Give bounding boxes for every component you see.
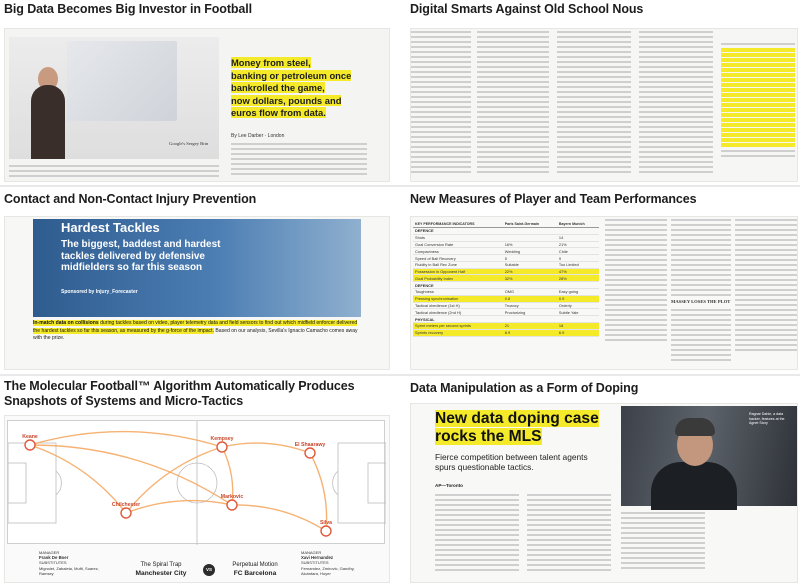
kpi-cell: Compactness [413,248,503,255]
column-text-1 [605,219,667,344]
column-text-3 [621,512,705,572]
kpi-row [413,268,599,275]
manager-label: MANAGER [39,550,60,555]
body-text-block [231,143,367,178]
quote-line: banking or petroleum once [231,69,352,81]
player-dot [25,440,35,450]
kpi-row [413,248,599,255]
kpi-cell: 6.9 [557,329,599,336]
kpi-cell: 28% [557,275,599,282]
highlighted-passage [721,43,795,160]
kpi-cell: 18 [557,322,599,329]
team-name: Manchester City [135,569,187,577]
panel-molecular-football[interactable] [4,379,390,583]
deck: Fierce competition between talent agents spurs questionable tactics. [435,452,588,472]
panel-title: Contact and Non-Contact Injury Prevention [4,192,257,206]
headline-block [435,410,617,446]
column-text-2b [671,309,731,364]
panel-title: Data Manipulation as a Form of Doping [410,381,639,395]
column-text-3 [557,31,631,176]
kpi-cell: 21 [503,322,557,329]
match-summary [7,548,385,583]
kpi-cell: Shots [413,234,503,241]
stage-screen [67,41,177,121]
speaker-body [31,85,65,159]
panel-big-data-investor[interactable] [4,0,390,183]
portrait-photo [621,406,797,506]
subhead: MASSEY LOSES THE PLOT [671,299,731,304]
kpi-cell: 47% [557,268,599,275]
kpi-cell: 0.8 [503,295,557,302]
kpi-cell: Possession in Opponent Half [413,268,503,275]
kpi-cell: Subtle Yale [557,309,599,316]
portrait-hair [675,418,715,436]
team-tagline: Perpetual Motion [232,562,278,568]
panel-title: Digital Smarts Against Old School Nous [410,2,644,16]
column-text-4 [639,31,713,176]
kpi-cell [503,234,557,241]
kpi-cell: 5 [503,255,557,262]
kpi-cell: Goal Probability Index [413,275,503,282]
panel-data-doping[interactable] [410,379,798,583]
column-text-2 [671,219,731,299]
manager-name: Xavi Hernandez [301,555,334,561]
kpi-row [413,322,599,329]
pitch-diagram [8,421,386,545]
kpi-header: Bayern Munich [557,221,599,228]
dateline: AP—Toronto [435,483,463,488]
kpi-cell: 22% [503,268,557,275]
caption-highlight: In-match data on collisions [33,320,99,326]
kpi-cell [557,228,599,235]
portrait-body [651,462,737,510]
subs-list: Mignolet, Zabaleta, Mufti, Suarez, Ramsey [39,565,99,576]
article-thumbnail [410,216,798,370]
quote-line: bankrolled the game, [231,82,325,94]
manager-name: Frank De Boer [39,555,69,561]
banner-title: Hardest Tackles [61,220,160,235]
subs-label: SUBSTITUTES [301,560,329,566]
player-name: Kempsey [210,436,234,442]
player-marker[interactable] [221,494,244,510]
vs-badge: VS [203,564,215,576]
photo-caption: Google's Sergey Brin [169,141,209,146]
kpi-cell: Orderly [557,302,599,309]
kpi-cell: Tactical obedience (1st H) [413,302,503,309]
kpi-cell [557,316,599,323]
kpi-row [413,295,599,302]
sponsor-line: Sponsored by Injury_Forecaster [61,289,138,295]
player-name: Keane [22,434,38,440]
kpi-cell: Chile [557,248,599,255]
row-divider [0,185,800,187]
panel-title: Big Data Becomes Big Investor in Football [4,2,253,16]
kpi-row [413,309,599,316]
kpi-section-row [413,282,599,289]
left-team [125,562,197,578]
kpi-cell: OMG [503,289,557,296]
quote-line: Money from steel, [231,57,311,68]
kpi-cell [557,282,599,289]
kpi-section-row [413,228,599,235]
left-team-staff [39,550,103,576]
player-marker[interactable] [320,520,332,536]
kpi-section-row [413,316,599,323]
kpi-cell: Toughness [413,289,503,296]
kpi-cell: Speed of Ball Recovery [413,255,503,262]
manager-label: MANAGER [301,550,322,555]
kpi-cell: Sprints recovery [413,329,503,336]
player-dot [227,500,237,510]
player-name: Chilchester [111,502,141,508]
kpi-cell [503,316,557,323]
article-thumbnail [410,28,798,182]
kpi-cell: Suitable [503,261,557,268]
kpi-cell: DEFENCE [413,282,503,289]
movement-arrow [232,505,326,531]
headline: New data doping case rocks the MLS [435,410,599,445]
quote-line: now dollars, pounds and [231,94,342,106]
movement-arrow [126,501,232,513]
kpi-cell: 0.9 [557,295,599,302]
kpi-cell: 16% [503,241,557,248]
speaker-photo [9,37,219,159]
hardest-tackles-banner [33,219,361,317]
team-tagline: The Spiral Trap [140,562,182,568]
kpi-row [413,275,599,282]
kpi-header: KEY PERFORMANCE INDICATORS [413,221,503,228]
kpi-cell [503,228,557,235]
column-text-2 [477,31,549,176]
panel-title: New Measures of Player and Team Performances [410,192,697,206]
player-dot [217,442,227,452]
row-divider [0,374,800,376]
column-text-1 [435,494,519,574]
article-thumbnail [4,216,390,370]
caption-highlight-body: during tackles based on video, player telemetry data and field sensors to find out which midfield enforcer delivered the hardest tackles so far this season, as measured by the g-force of the impact. [33,320,358,334]
kpi-cell: Too Limited [557,261,599,268]
kpi-cell: Goal Conversion Rate [413,241,503,248]
kpi-cell: Truancy [503,302,557,309]
column-text-1 [411,31,471,176]
caption [33,320,365,343]
kpi-row [413,255,599,262]
kpi-row [413,329,599,336]
kpi-header: Paris Saint-Germain [503,221,557,228]
player-dot [121,508,131,518]
subs-list: Fernandez, Zmirovic, Gandhy, Alcántara, Hoyer [301,565,355,576]
photo-caption: Ragnar Dahle, a data hacker, features at the Agnet Story [749,412,785,426]
kpi-row [413,241,599,248]
article-thumbnail [4,415,390,583]
player-name: Markovic [220,494,244,500]
kpi-cell [503,282,557,289]
player-name: Silva [319,520,333,526]
article-thumbnail [4,28,390,182]
pull-quote [231,57,353,120]
kpi-cell: Proctorizing [503,309,557,316]
kpi-cell: PHYSICAL [413,316,503,323]
kpi-cell: Tactical obedience (2nd H) [413,309,503,316]
kpi-cell: Fluidity in Ball Rec Zone [413,261,503,268]
subs-label: SUBSTITUTES [39,560,67,566]
byline: By Lee Darber · London [231,133,285,139]
player-dot [321,526,331,536]
right-team-staff [301,550,367,576]
body-text-block [9,165,219,180]
kpi-cell: Sprint meters per second sprints [413,322,503,329]
movement-arrows [30,432,327,531]
kpi-table [413,221,599,337]
team-name: FC Barcelona [233,569,277,577]
kpi-cell: 14 [557,234,599,241]
panel-title: The Molecular Football™ Algorithm Automatically Produces Snapshots of Systems and Micro-Tactics [4,379,355,408]
right-team [219,562,291,578]
kpi-cell: Wedding [503,248,557,255]
quote-line: euros flow from data. [231,107,326,119]
kpi-cell: 21% [557,241,599,248]
kpi-row [413,234,599,241]
panel-digital-smarts[interactable] [410,0,798,183]
panel-performance-measures[interactable] [410,190,798,371]
kpi-cell: Easy going [557,289,599,296]
caption-rest: Based on our analysis, Sevilla's Ignacio Camacho comes away with the prize. [33,327,358,342]
player-dot [305,448,315,458]
kpi-cell: 8.9 [503,329,557,336]
kpi-row [413,289,599,296]
kpi-body [413,228,599,337]
kpi-row [413,261,599,268]
panel-injury-prevention[interactable] [4,190,390,371]
column-text-3 [735,219,797,354]
column-text-2 [527,494,611,574]
kpi-cell: DEFENCE [413,228,503,235]
tactics-pitch [7,420,385,544]
movement-arrow [30,432,222,447]
player-name: El Shaarawy [294,442,326,448]
kpi-cell: Pressing synchronisation [413,295,503,302]
banner-subtitle: The biggest, baddest and hardest tackles delivered by defensive midfielders so far this season [61,239,221,273]
movement-arrow [126,447,222,513]
kpi-row [413,302,599,309]
article-thumbnail [410,403,798,583]
kpi-cell: 32% [503,275,557,282]
kpi-cell: 9 [557,255,599,262]
